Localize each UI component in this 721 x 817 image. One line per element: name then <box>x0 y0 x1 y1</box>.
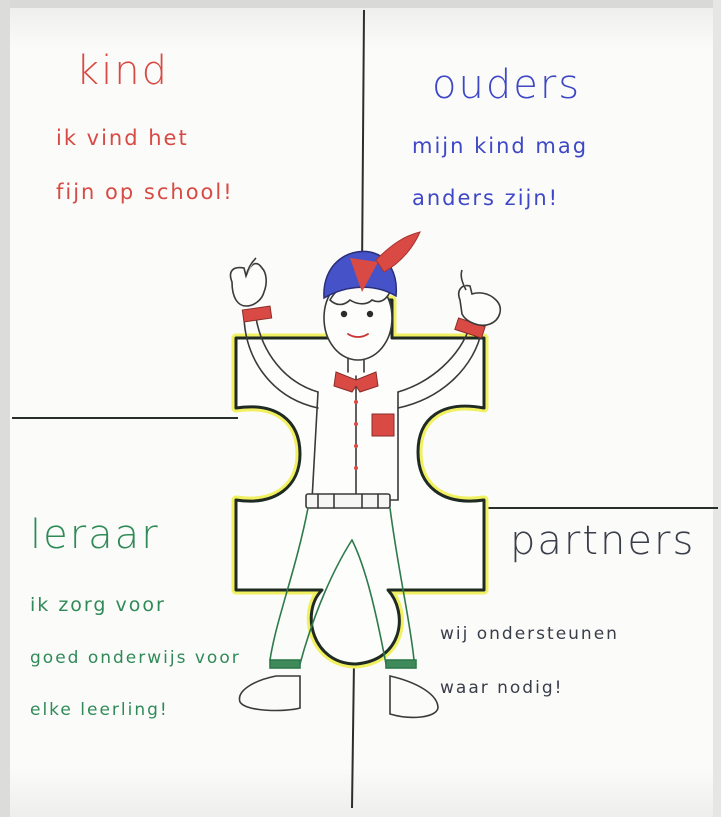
partners-line-1: wij ondersteunen <box>440 624 619 644</box>
ouders-title: ouders <box>432 62 582 108</box>
partners-title: partners <box>510 518 696 564</box>
ouders-line-1: mijn kind mag <box>412 134 589 158</box>
thumbs-up-icon <box>231 258 267 306</box>
kind-line-2: fijn op school! <box>56 180 234 204</box>
kind-title: kind <box>76 48 170 94</box>
leraar-line-1: ik zorg voor <box>30 594 166 616</box>
leraar-line-2: goed onderwijs voor <box>30 648 241 668</box>
partners-line-2: waar nodig! <box>440 678 564 698</box>
leraar-title: leraar <box>30 512 160 558</box>
shirt-pocket <box>372 414 394 436</box>
thumbs-up-icon-right <box>459 270 501 325</box>
left-cuff <box>242 306 271 322</box>
ouders-line-2: anders zijn! <box>412 186 560 210</box>
leraar-line-3: elke leerling! <box>30 700 169 720</box>
kind-line-1: ik vind het <box>56 126 189 150</box>
cap-icon <box>324 232 420 298</box>
